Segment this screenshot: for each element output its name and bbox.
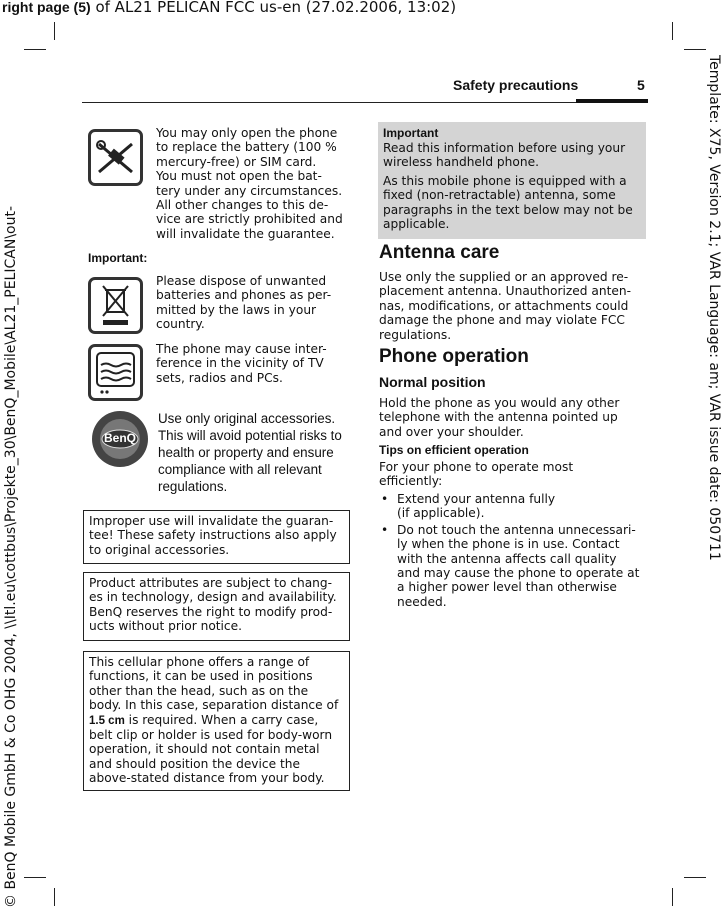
text-line: placement antenna. Unauthorized anten- — [379, 284, 631, 299]
list-item — [379, 492, 647, 521]
separation-distance-value: 1.5 cm — [89, 714, 125, 727]
text-line: and may cause the phone to operate at — [397, 566, 640, 581]
guarantee-note-box — [83, 510, 350, 564]
important-paragraph-1 — [383, 141, 641, 170]
text-line: functions, it can be used in positions — [89, 669, 313, 684]
tips-heading — [379, 443, 529, 457]
crop-mark — [684, 49, 706, 50]
tips-text — [379, 460, 647, 489]
text-line: ucts without prior notice. — [89, 619, 243, 634]
text-line: body. In this case, separation distance of — [89, 698, 339, 713]
important-paragraph-2 — [383, 174, 641, 232]
text-line: paragraphs in the text below may not be — [383, 202, 633, 217]
text-line: Please dispose of unwanted — [156, 274, 327, 288]
text-line: Improper use will invalidate the guaran- — [89, 514, 334, 528]
battery-text — [156, 126, 352, 241]
text-line: vice are strictly prohibited and — [156, 212, 343, 227]
text-line: efficiently: — [379, 474, 443, 489]
product-attributes-box — [83, 572, 350, 641]
normal-position-heading — [379, 374, 486, 390]
text-line: health or property and ensure — [158, 445, 334, 460]
normal-position-title: Normal position — [379, 374, 486, 390]
important-label: Important: — [88, 251, 148, 265]
text-line: Hold the phone as you would any other — [379, 396, 620, 410]
text-line: and should position the device the — [89, 756, 300, 771]
header-rule — [82, 102, 648, 103]
text-line: mitted by the laws in your — [156, 302, 317, 317]
interference-text — [156, 342, 352, 385]
text-line: • Extend your antenna fully — [397, 492, 556, 506]
tv-interference-icon — [88, 344, 143, 401]
text-line: • Do not touch the antenna unnecessari- — [397, 522, 636, 537]
phone-operation-heading — [379, 346, 529, 368]
section-title-text: Safety precautions — [453, 77, 579, 93]
text-line: regulations. — [158, 479, 228, 494]
text-line: other than the head, such as on the — [89, 683, 309, 698]
text-line: This cellular phone offers a range of — [89, 655, 310, 669]
text-line: to original accessories. — [89, 542, 230, 557]
text-line: needed. — [397, 594, 447, 609]
text-line: You must not open the bat- — [156, 169, 322, 184]
body-worn-operation-box — [83, 651, 350, 791]
antenna-care-heading — [379, 242, 499, 264]
text-line: tery under any circumstances. — [156, 183, 343, 198]
text-line: Use only the supplied or an approved re- — [379, 270, 629, 284]
benq-logo-text: BenQ — [103, 431, 136, 445]
crossed-bin-icon — [88, 277, 143, 334]
text-line: and over your shoulder. — [379, 424, 524, 439]
text-line: Read this information before using your — [383, 141, 626, 155]
text-line: country. — [156, 317, 205, 332]
copyright-vertical: © BenQ Mobile GmbH & Co OHG 2004, \\Itl.eu\cottbus\Projekte_30\BenQ_Mobile\AL21_PELICAN\out- — [3, 205, 19, 908]
text-line: BenQ reserves the right to modify prod- — [89, 604, 333, 619]
benq-accessories-seal — [88, 409, 152, 469]
text-line: to replace the battery (100 % — [156, 140, 337, 155]
text-line: batteries and phones as per- — [156, 288, 332, 303]
crop-mark — [672, 22, 673, 40]
text-line: sets, radios and PCs. — [156, 370, 283, 385]
template-info-vertical: Template: X75, Version 2.1; VAR Language: am; VAR issue date: 050711 — [706, 55, 722, 561]
crop-mark — [24, 49, 46, 50]
text-line — [89, 713, 344, 728]
crop-mark — [54, 22, 55, 40]
text-line: compliance with all relevant — [158, 462, 322, 477]
text-line: Product attributes are subject to chang- — [89, 576, 333, 590]
text-line: ference in the vicinity of TV — [156, 356, 324, 371]
text-line: wireless handheld phone. — [383, 155, 539, 170]
antenna-care-text — [379, 270, 647, 342]
text-line: mercury-free) or SIM card. — [156, 154, 317, 169]
accessories-text — [158, 410, 358, 495]
crop-mark — [54, 888, 55, 906]
file-info-bold: right page (5) — [2, 0, 91, 15]
text-line: applicable. — [383, 217, 450, 232]
text-line: fixed (non-retractable) antenna, some — [383, 188, 616, 203]
important-callout — [378, 122, 646, 239]
text-line: a higher power level than otherwise — [397, 580, 617, 595]
text-line: tee! These safety instructions also apply — [89, 528, 337, 543]
section-title — [453, 77, 578, 93]
antenna-care-title: Antenna care — [379, 242, 500, 263]
text-line: damage the phone and may violate FCC — [379, 313, 625, 328]
list-item — [379, 523, 647, 609]
text-line: For your phone to operate most — [379, 460, 574, 474]
file-info-rest: of AL21 PELICAN FCC us-en (27.02.2006, 13:02) — [95, 0, 457, 16]
text-line: Use only original accessories. — [158, 411, 336, 426]
text-line: nas, modifications, or attachments could — [379, 298, 629, 313]
text-line: (if applicable). — [397, 506, 485, 521]
text-line: will invalidate the guarantee. — [156, 226, 335, 241]
text-line: es in technology, design and availability. — [89, 590, 337, 605]
text-line: ly when the phone is in use. Contact — [397, 537, 620, 552]
text-line: The phone may cause inter- — [156, 342, 327, 356]
header-rule-accent — [576, 99, 648, 103]
text-line: belt clip or holder is used for body-worn — [89, 728, 333, 743]
text-line: All other changes to this de- — [156, 198, 329, 213]
text-line: operation, it should not contain metal — [89, 742, 320, 757]
normal-position-text — [379, 396, 647, 439]
crop-mark — [672, 888, 673, 906]
file-info-line — [2, 0, 456, 16]
tips-list — [379, 492, 647, 609]
text-line: This will avoid potential risks to — [158, 428, 342, 443]
crop-mark — [684, 877, 706, 878]
phone-operation-title: Phone operation — [379, 346, 529, 367]
text-line: with the antenna affects call quality — [397, 551, 617, 566]
text-line: As this mobile phone is equipped with a — [383, 173, 627, 188]
page-number: 5 — [637, 77, 645, 93]
text-line: You may only open the phone — [156, 126, 338, 140]
text-line: above-stated distance from your body. — [89, 771, 325, 786]
important-title: Important — [383, 126, 439, 140]
text-run: is required. When a carry case, — [124, 712, 319, 727]
dispose-text — [156, 274, 352, 332]
text-line: telephone with the antenna pointed up — [379, 410, 618, 425]
text-line: regulations. — [379, 327, 452, 342]
tips-title: Tips on efficient operation — [379, 443, 529, 457]
no-tools-icon — [88, 129, 143, 186]
crop-mark — [24, 877, 46, 878]
